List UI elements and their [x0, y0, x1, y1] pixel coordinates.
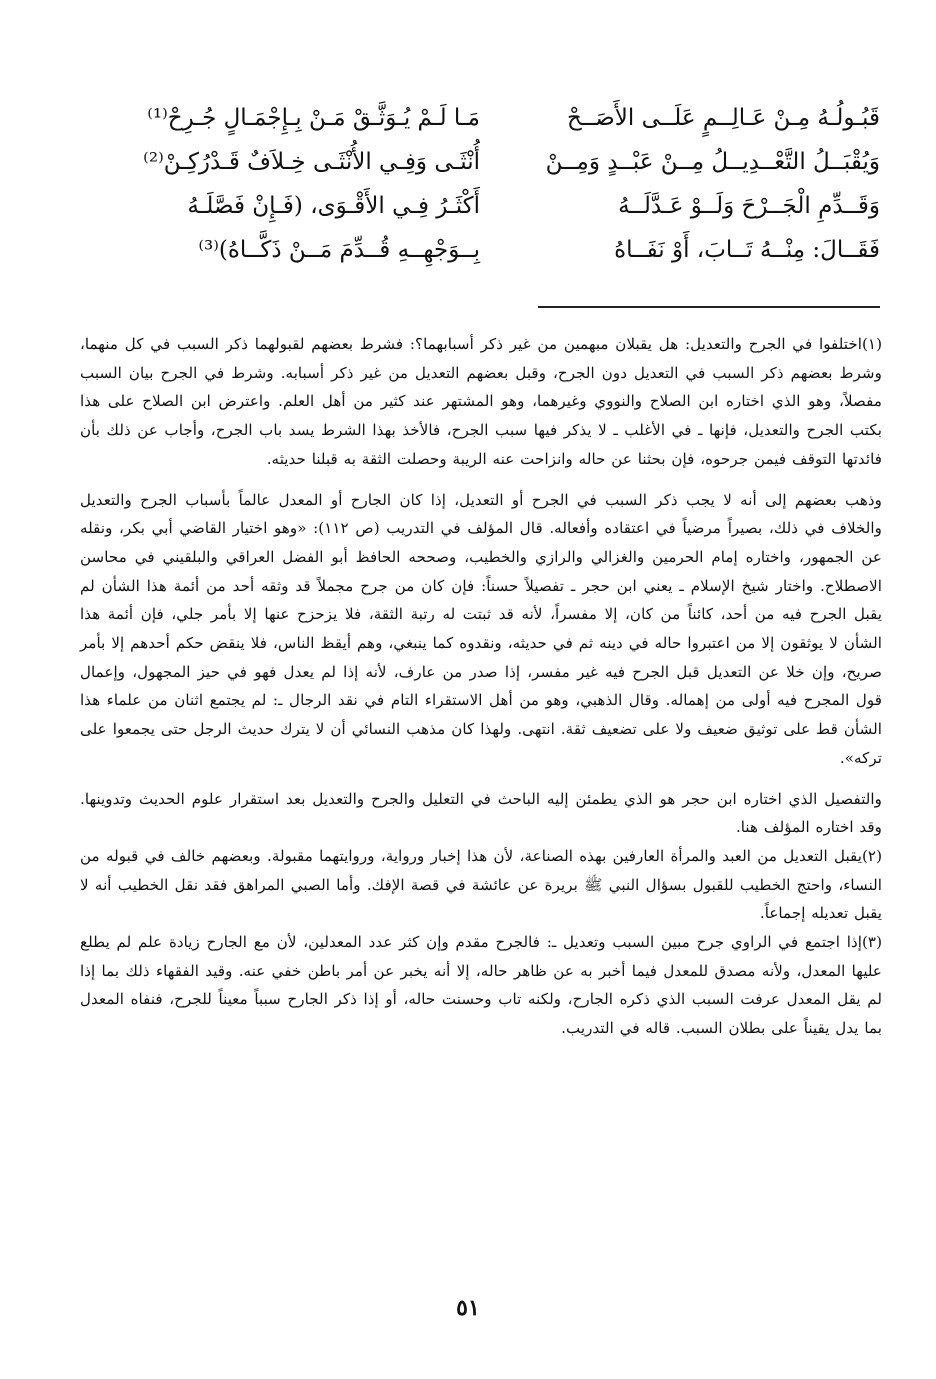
footnote-1-continuation: وذهب بعضهم إلى أنه لا يجب ذكر السبب في الجرح أو التعديل، إذا كان الجارح أو المعدل عالماً بأسباب الجرح والتعديل والخلاف في ذلك، بصيراً مرضياً في اعتقاده وأفعاله. قال المؤلف في التدريب (ص ١١٢): «وهو اختيار القاضي أبي بكر، ونقله عن الجمهور، واختاره إمام الحرمين والغزالي والرازي والخطيب، وصححه الحافظ أبو الفضل العراقي والبلقيني في محاسن الاصطلاح. واختار شيخ الإسلام ـ يعني ابن حجر ـ تفصيلاً حسناً: فإن كان من جرح مجملاً قد وثقه أحد من أئمة هذا الشأن لم يقبل الجرح فيه من أحد، كائناً من كان، إلا مفسراً، لأنه قد ثبتت له رتبة الثقة، فلا يزحزح عنها إلا بأمر جلي، فإن أئمة هذا الشأن لا يوثقون إلا من اعتبروا حاله في دينه ثم في حديثه، ونقدوه كما ينبغي، وهم أيقظ الناس، فلا ينقض حكم أحدهم إلا بأمر صريح، وإن خلا عن التعديل قبل الجرح فيه غير مفسر، إذا صدر من عارف، لأنه إذا لم يعدل فهو في حيز المجهول، وإعمال قول المجرح فيه أولى من إهماله. وقال الذهبي، وهو من أهل الاستقراء التام في نقد الرجال ـ: لم يجتمع اثنان من علماء هذا الشأن قط على توثيق ضعيف ولا على تضعيف ثقة. انتهى. ولهذا كان مذهب النسائي أن لا يترك حديث الرجل حتى يجمعوا على تركه». — [80, 490, 882, 767]
footnote-separator — [538, 306, 880, 308]
verse-4-second-hemistich: بِــوَجْهِــهِ قُــدِّمَ مَــنْ ذَكَّــاهُ)⁽³⁾ — [198, 237, 480, 263]
footnote-1-conclusion: والتفصيل الذي اختاره ابن حجر هو الذي يطمئن إليه الباحث في التعليل والجرح والتعديل بعد استقرار علوم الحديث وتدوينها. وقد اختاره المؤلف هنا. — [80, 789, 882, 837]
verse-3 — [80, 186, 880, 230]
verse-2 — [80, 142, 880, 186]
footnote-2: (٢)يقبل التعديل من العبد والمرأة العارفين بهذه الصناعة، لأن هذا إخبار ورواية، وروايتهما مقبولة. وبعضهم خالف في قبوله من النساء، واحتج الخطيب للقبول بسؤال النبي ﷺ بريرة عن عائشة في قصة الإفك. وأما الصبي المراهق فقد نقل الخطيب أنه لا يقبل تعديله إجماعاً. — [80, 846, 882, 923]
page-number: ٥١ — [456, 1295, 480, 1321]
verse-1 — [80, 98, 880, 142]
footnotes — [80, 330, 882, 1043]
verse-4-first-hemistich: فَقَــالَ: مِنْــهُ تَــابَ، أَوْ نَفَــاهُ — [614, 237, 880, 263]
verse-3-second-hemistich: أَكْثَـرُ فِـي الأَقْـوَى، (فَـإِنْ فَصَّلَـهُ — [187, 193, 480, 219]
verse-2-first-hemistich: وَيُقْبَــلُ التَّعْــدِيــلُ مِــنْ عَبْــدٍ وَمِــنْ — [545, 149, 880, 175]
verse-1-first-hemistich: قَبُـولُـهُ مِـنْ عَـالِــمٍ عَلَــى الأَصَــحْ — [566, 105, 880, 131]
verse-3-first-hemistich: وَقَــدِّمِ الْجَــرْحَ وَلَــوْ عَـدَّلَــهُ — [618, 193, 880, 219]
verse-2-second-hemistich: أُنْثَـى وَفِـي الأُنْثَـى خِـلاَفٌ قَـدْرُكِـنْ⁽²⁾ — [143, 149, 480, 175]
verse-4 — [80, 230, 880, 274]
footnote-1: (١)اختلفوا في الجرح والتعديل: هل يقبلان مبهمين من غير ذكر أسبابهما؟: فشرط بعضهم لقبولهما ذكر السبب في كل منهما، وشرط بعضهم ذكر السبب في التعديل دون الجرح، وقبل بعضهم التعديل من غير ذكر أسبابه. وشرط في الجرح بيان السبب مفصلاً، وهو الذي اختاره ابن الصلاح والنووي وغيرهما، وهو المشتهر عند كثير من أهل العلم. واعترض ابن الصلاح على هذا بكتب الجرح والتعديل، فإنها ـ في الأغلب ـ لا يذكر فيها سبب الجرح، فالأخذ بهذا الشرط يسد باب الجرح، وأجاب عن ذلك بأن فائدتها التوقف فيمن جرحوه، فإن بحثنا عن حاله وانزاحت عنه الريبة وحصلت الثقة به قبلنا حديثه. — [80, 335, 882, 468]
verse-1-second-hemistich: مَـا لَـمْ يُـوَثَّـقْ مَـنْ بِـإِجْمَـالٍ جُـرِحْ⁽¹⁾ — [147, 105, 480, 131]
footnote-3: (٣)إذا اجتمع في الراوي جرح مبين السبب وتعديل ـ: فالجرح مقدم وإن كثر عدد المعدلين، لأن مع الجارح زيادة علم لم يطلع عليها المعدل، ولأنه مصدق للمعدل فيما أخبر به عن ظاهر حاله، إلا أنه يخبر عن أمر باطن خفي عنه. وقيد الفقهاء ذلك بما إذا لم يقل المعدل عرفت السبب الذي ذكره الجارح، ولكنه تاب وحسنت حاله، أو إذا ذكر الجارح سبباً معيناً للجرح، فنفاه المعدل بما يدل يقيناً على بطلان السبب. قاله في التدريب. — [80, 933, 882, 1038]
poem-block — [80, 98, 880, 278]
